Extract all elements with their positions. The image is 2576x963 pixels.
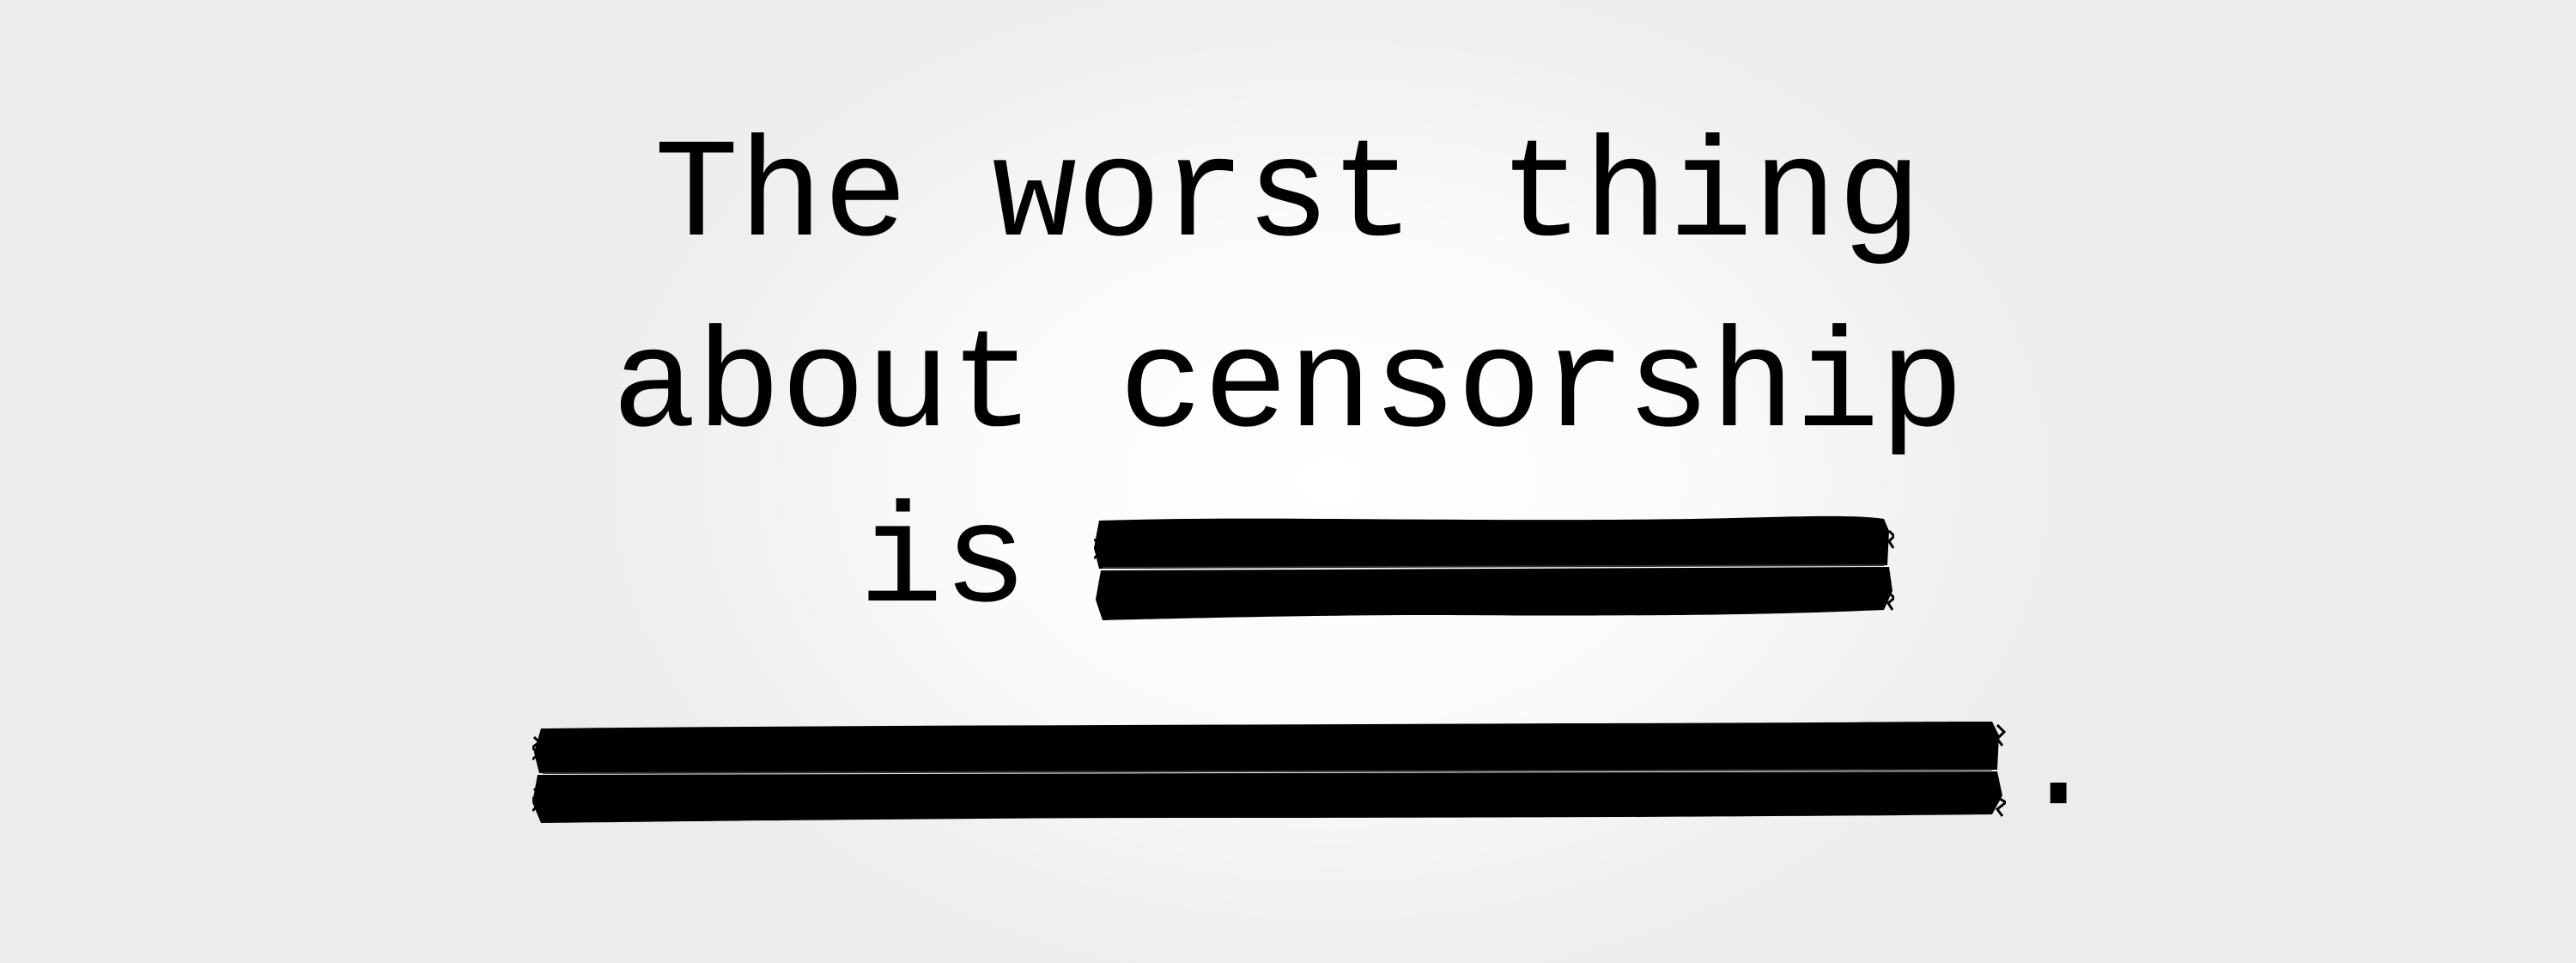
quote-line-2: about censorship xyxy=(611,308,1965,468)
quote-line-1: The worst thing xyxy=(653,118,1923,277)
redaction-bar-1 xyxy=(1094,514,1894,624)
quote-line-3-prefix: is xyxy=(859,484,1028,643)
sentence-period: . xyxy=(2016,686,2101,846)
redaction-bar-2 xyxy=(532,720,2006,826)
